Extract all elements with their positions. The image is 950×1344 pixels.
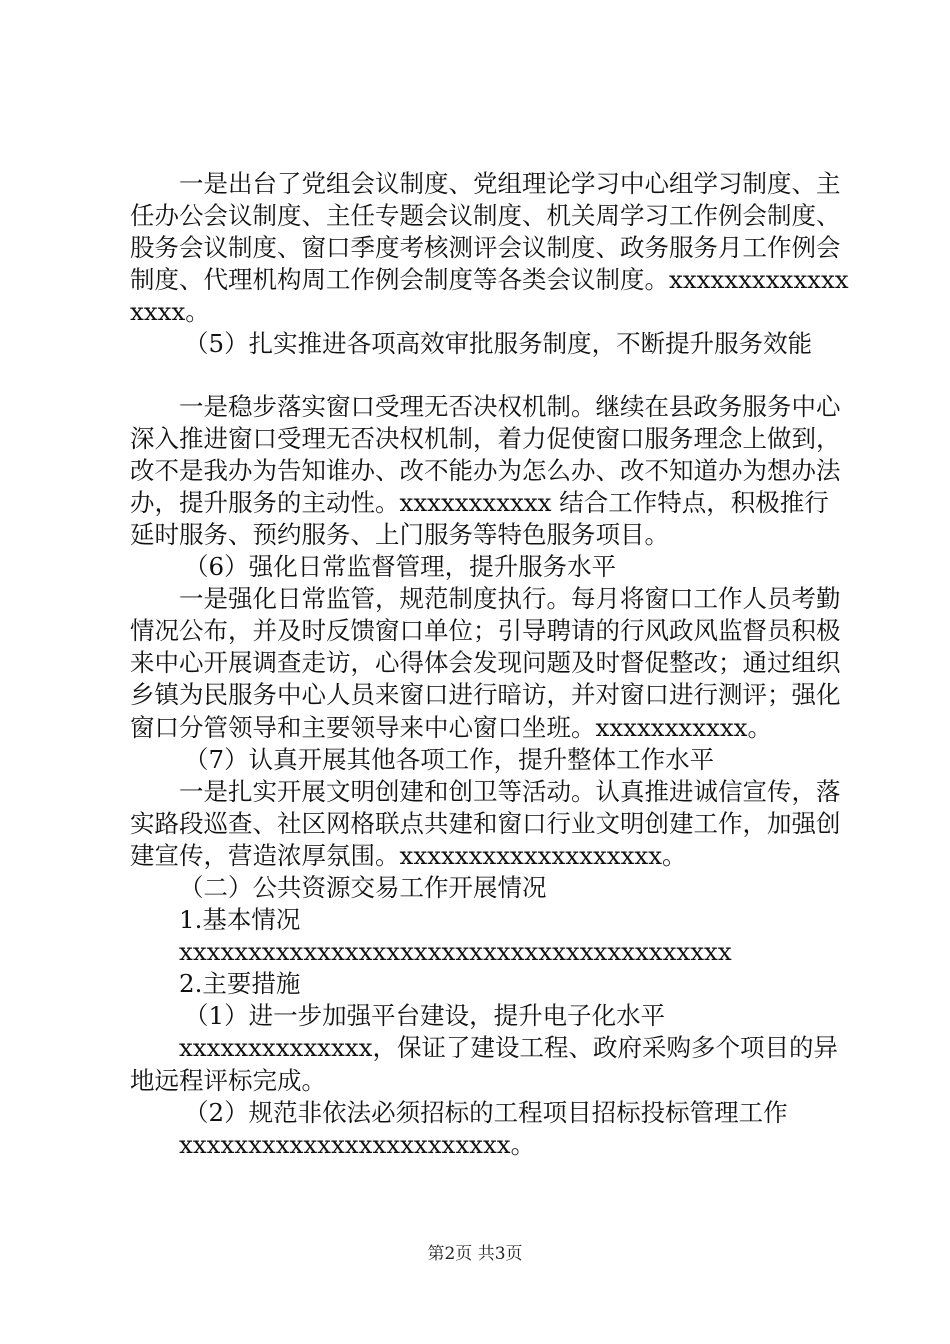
document-body — [130, 168, 850, 1161]
paragraph-basic-situation: xxxxxxxxxxxxxxxxxxxxxxxxxxxxxxxxxxxxxxxx — [179, 937, 732, 967]
paragraph-civilization-creation: 一是扎实开展文明创建和创卫等活动。认真推进诚信宣传，落实路段巡查、社区网格联点共建和窗口行业文明创建工作，加强创建宣传，营造浓厚氛围。xxxxxxxxxxxxxxxxxxx。 — [130, 776, 841, 870]
paragraph-gap — [130, 361, 850, 391]
page-footer: 第2页 共3页 — [427, 1244, 523, 1264]
section-heading-public-resources: （二）公共资源交易工作开展情况 — [179, 872, 547, 902]
section-heading-5: （5）扎实推进各项高效审批服务制度，不断提升服务效能 — [184, 329, 813, 359]
section-heading-bidding: （2）规范非依法必须招标的工程项目招标投标管理工作 — [184, 1097, 788, 1127]
section-heading-platform: （1）进一步加强平台建设，提升电子化水平 — [184, 1001, 666, 1031]
paragraph-remote-evaluation: xxxxxxxxxxxxxx，保证了建设工程、政府采购多个项目的异地远程评标完成。 — [130, 1033, 838, 1095]
paragraph-meeting-systems: 一是出台了党组会议制度、党组理论学习中心组学习制度、主任办公会议制度、主任专题会议制度、机关周学习工作例会制度、股务会议制度、窗口季度考核测评会议制度、政务服务月工作例会制度、代理机构周工作例会制度等各类会议制度。xxxxxxxxxxxxxxxxx。 — [130, 169, 849, 327]
section-heading-6: （6）强化日常监督管理，提升服务水平 — [184, 552, 617, 582]
paragraph-bidding-management: xxxxxxxxxxxxxxxxxxxxxxxx。 — [179, 1129, 536, 1159]
paragraph-window-mechanism: 一是稳步落实窗口受理无否决权机制。继续在县政务服务中心深入推进窗口受理无否决权机制，着力促使窗口服务理念上做到，改不是我办为告知谁办、改不能办为怎么办、改不知道办为想办法办，提升服务的主动性。xxxxxxxxxxx 结合工作特点，积极推行延时服务、预约服务、上门服务等特色服务项目。 — [130, 391, 841, 549]
subheading-main-measures: 2.主要措施 — [179, 969, 301, 999]
paragraph-daily-supervision: 一是强化日常监管，规范制度执行。每月将窗口工作人员考勤情况公布，并及时反馈窗口单位；引导聘请的行风政风监督员积极来中心开展调查走访，心得体会发现问题及时督促整改；通过组织乡镇为民服务中心人员来窗口进行暗访，并对窗口进行测评；强化窗口分管领导和主要领导来中心窗口坐班。xxxxxxxxxxx。 — [130, 584, 841, 742]
section-heading-7: （7）认真开展其他各项工作，提升整体工作水平 — [184, 744, 715, 774]
subheading-basic-situation: 1.基本情况 — [179, 905, 301, 935]
